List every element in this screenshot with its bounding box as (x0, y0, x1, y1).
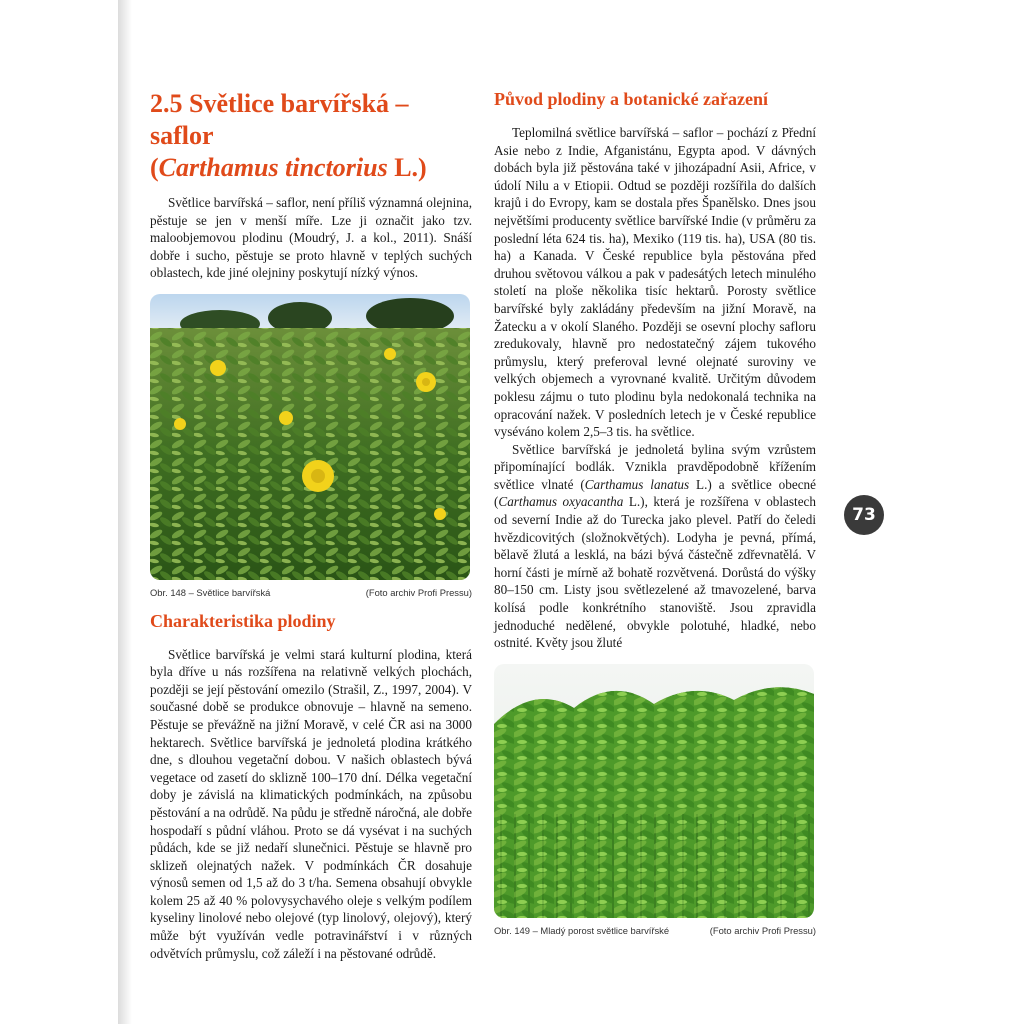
figure-149-photo (494, 664, 814, 918)
origin-p2-latin-2: Carthamus oxyacantha (498, 494, 624, 510)
figure-149-caption-row (494, 922, 816, 940)
chapter-title-close: L.) (387, 153, 427, 182)
figure-149-credit: (Foto archiv Profi Pressu) (709, 924, 816, 936)
young-safflower-crop-image (494, 664, 814, 918)
origin-paragraph-2 (494, 441, 816, 652)
figure-148-photo (150, 294, 470, 580)
page-number-badge: 73 (844, 495, 884, 535)
figure-148-caption-row (150, 584, 472, 602)
chapter-title-open: ( (150, 153, 159, 182)
figure-148-credit: (Foto archiv Profi Pressu) (365, 586, 472, 598)
origin-p2-latin-1: Carthamus lanatus (584, 476, 690, 492)
characteristics-paragraph: Světlice barvířská je velmi stará kulturní plodina, která byla dříve u nás rozšířena na relativně velkých plochách, později se její pěstování omezilo (Strašil, Z., 1997, 2004). V současné době se produkce obnovuje – hlavně na semeno. Pěstuje se převážně na jižní Moravě, v celé ČR asi na 3000 hektarech. Světlice barvířská je jednoletá plodina krátkého dne, s dlouhou vegetační dobou. V našich oblastech bývá vegetace od zasetí do sklizně 100–170 dní. Délka vegetační doby je závislá na klimatických podmínkách, na způsobu pěstování a na odrůdě. Na půdu je středně náročná, ale dobře hospodaří s půdní vláhou. Proto se dá vysévat i na suchých půdách, kde se již nedaří slunečnici. Pěstuje se hlavně pro sklizeň olejnatých nažek. V podmínkách ČR dosahuje výnosů semen od 1,5 až do 3 t/ha. Semena obsahují obvykle kolem 25 až 40 % polovysychavého oleje s velkým podílem kyseliny linolové nebo olejové (typ linolový, olejový), který může být využíván vedle potravinářství i v různých odvětvích průmyslu, což záleží i na pěstované odrůdě. (150, 646, 472, 961)
page-gutter-shadow (118, 0, 132, 1024)
section-title-origin: Původ plodiny a botanické zařazení (494, 89, 769, 109)
left-column (150, 88, 472, 962)
section-title-characteristics: Charakteristika plodiny (150, 610, 336, 631)
right-column (494, 88, 816, 947)
origin-paragraph-1: Teplomilná světlice barvířská – saflor – pochází z Přední Asie nebo z Indie, Afganistánu, Egypta apod. V dávných dobách byla již pěstována také v jihozápadní Asii, Africe, v údolí Nilu a v Etiopii. Odtud se později rozšířila do dalších krajů i do Evropy, kam se dostala přes Španělsko. Dnes jsou největšími producenty světlice barvířské Indie (v průměru za poslední léta 624 tis. ha), Mexiko (119 tis. ha), USA (80 tis. ha) a Kanada. V České republice byla pěstována před druhou světovou válkou a pak v padesátých letech minulého století na ploše několika tisíc hektarů. Porosty světlice barvířské byly zakládány především na jižní Moravě, na Žatecku a v okolí Slaného. Později se osevní plochy safloru zredukovaly, hlavně pro nedostatečný zájem tukového průmyslu, který preferoval levné olejnaté suroviny ve velkých objemech a vyrovnané kvalitě. Určitým důvodem poklesu zájmu o tuto plodinu byla nedokonalá technika na opracování nažek. V posledních letech je v České republice vyséváno kolem 2,5–3 tis. ha světlice. (494, 125, 816, 440)
chapter-title (150, 88, 472, 184)
origin-p2-part-b: L.) a světlice obecné ( (494, 476, 816, 510)
intro-paragraph: Světlice barvířská – saflor, není příliš významná olejnina, pěstuje se jen v menší míře. Lze ji označit jako tzv. maloobjemovou plodinu (Moudrý, J. a kol., 2011). Snáší dobře i sucho, pěstuje se proto hlavně v teplých suchých oblastech, kde jiné olejniny poskytují nízký výnos. (150, 195, 472, 281)
figure-149-caption: Obr. 149 – Mladý porost světlice barvířské (494, 924, 670, 936)
figure-148-caption: Obr. 148 – Světlice barvířská (150, 586, 271, 598)
chapter-title-main: 2.5 Světlice barvířská – saflor (150, 89, 409, 150)
chapter-title-latin: Carthamus tinctorius (158, 153, 388, 182)
safflower-field-image (150, 294, 470, 580)
origin-p2-part-c: L.), která je rozšířena v oblastech od severní Indie až do Turecka jako plevel. Patří do čeledi hvězdicovitých (složnokvětých). Lodyha je pevná, přímá, bělavě žlutá a lesklá, na bázi bývá částečně zdřevnatělá. V horní části je mírně až bohatě rozvětvená. Dorůstá do výšky 80–150 cm. Listy jsou světlezelené až tmavozelené, barva kolísá podle konkrétního stanoviště. Jsou zpravidla jednoduché nedělené, obvykle polotuhé, hladké, nebo ostnité. Květy jsou žluté (494, 494, 816, 651)
origin-p2-part-a: Světlice barvířská je jednoletá bylina svým vzrůstem připomínající bodlák. Vznikla pravděpodobně křížením světlice vlnaté ( (494, 441, 816, 492)
